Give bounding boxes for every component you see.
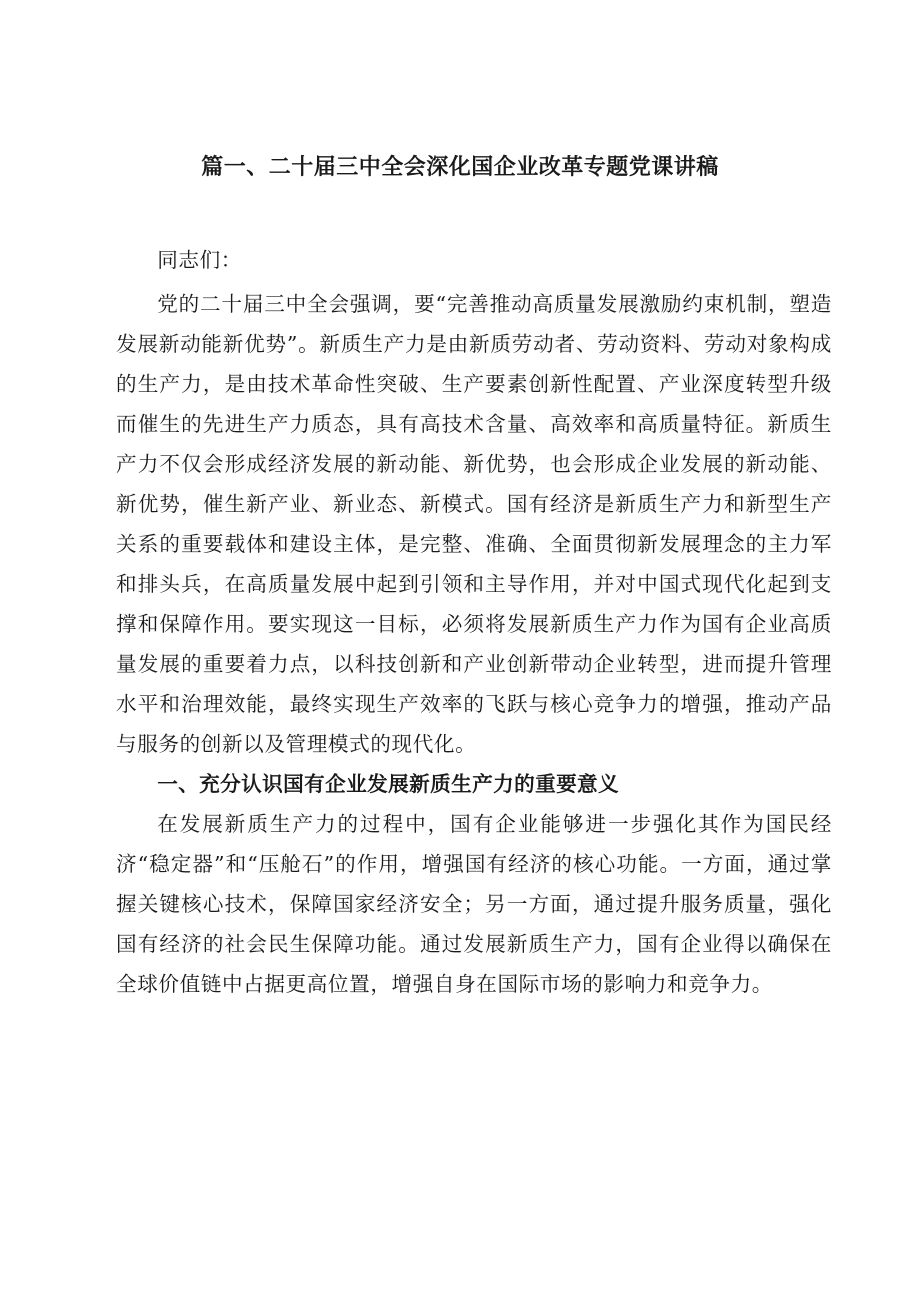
section-heading-1: 一、充分认识国有企业发展新质生产力的重要意义	[157, 772, 620, 796]
document-title: 篇一、二十届三中全会深化国企业改革专题党课讲稿	[201, 155, 719, 180]
salutation: 同志们：	[157, 248, 242, 272]
section-1-paragraph: 在发展新质生产力的过程中，国有企业能够进一步强化其作为国民经济“稳定器”和“压舱石”的作用，增强国有经济的核心功能。一方面，通过掌握关键核心技术，保障国家经济安全；另一方面，通过提升服务质量，强化国有经济的社会民生保障功能。通过发展新质生产力，国有企业得以确保在全球价值链中占据更高位置，增强自身在国际市场的影响力和竞争力。	[116, 812, 832, 996]
intro-paragraph: 党的二十届三中全会强调，要“完善推动高质量发展激励约束机制，塑造发展新动能新优势”。新质生产力是由新质劳动者、劳动资料、劳动对象构成的生产力，是由技术革命性突破、生产要素创新性配置、产业深度转型升级而催生的先进生产力质态，具有高技术含量、高效率和高质量特征。新质生产力不仅会形成经济发展的新动能、新优势，也会形成企业发展的新动能、新优势，催生新产业、新业态、新模式。国有经济是新质生产力和新型生产关系的重要载体和建设主体，是完整、准确、全面贯彻新发展理念的主力军和排头兵，在高质量发展中起到引领和主导作用，并对中国式现代化起到支撑和保障作用。要实现这一目标，必须将发展新质生产力作为国有企业高质量发展的重要着力点，以科技创新和产业创新带动企业转型，进而提升管理水平和治理效能，最终实现生产效率的飞跃与核心竞争力的增强，推动产品与服务的创新以及管理模式的现代化。	[116, 292, 832, 756]
document-body	[116, 240, 832, 1004]
